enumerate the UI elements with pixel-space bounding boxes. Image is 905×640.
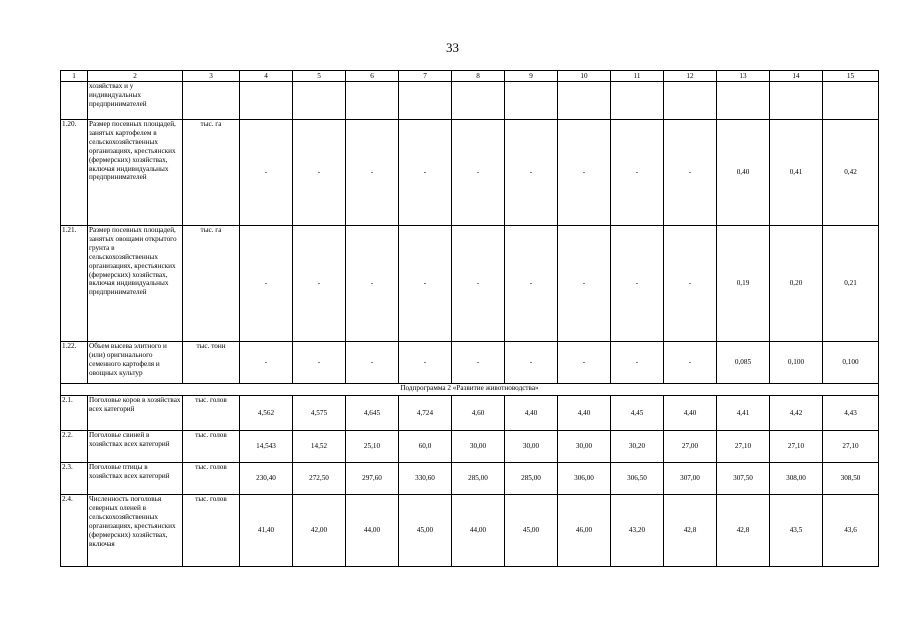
row-name: Размер посевных площадей, занятых картофелем в сельскохозяйственных организациях, крестьянских (фермерских) хозяйствах, включая индивидуальных предпринимателей	[88, 120, 183, 226]
value-cell: -	[664, 226, 717, 342]
value-cell: -	[399, 120, 452, 226]
value-cell: 42,00	[293, 495, 346, 567]
column-header: 5	[293, 71, 346, 82]
row-name: Поголовье свиней в хозяйствах всех категорий	[88, 431, 183, 463]
value-cell: -	[558, 226, 611, 342]
value-cell: 0,42	[823, 120, 879, 226]
value-cell: 0,19	[717, 226, 770, 342]
column-header: 13	[717, 71, 770, 82]
row-index: 1.22.	[61, 342, 88, 384]
row-name: хозяйствах и у индивидуальных предпринимателей	[88, 82, 183, 120]
row-name: Размер посевных площадей, занятых овощами открытого грунта в сельскохозяйственных организациях, крестьянских (фермерских) хозяйствах, включая индивидуальных предпринимателей	[88, 226, 183, 342]
value-cell: -	[293, 342, 346, 384]
value-cell: 30,00	[452, 431, 505, 463]
row-name: Численность поголовья северных оленей в сельскохозяйственных организациях, крестьянских (фермерских) хозяйствах, включая	[88, 495, 183, 567]
column-header: 1	[61, 71, 88, 82]
value-cell: 297,60	[346, 463, 399, 495]
value-cell: 14,543	[240, 431, 293, 463]
value-cell: 4,43	[823, 396, 879, 431]
value-cell: -	[505, 120, 558, 226]
value-cell: 14,52	[293, 431, 346, 463]
value-cell: 27,10	[823, 431, 879, 463]
column-header: 7	[399, 71, 452, 82]
row-index: 2.1.	[61, 396, 88, 431]
column-header: 10	[558, 71, 611, 82]
value-cell: 4,40	[558, 396, 611, 431]
value-cell: 27,00	[664, 431, 717, 463]
column-header: 6	[346, 71, 399, 82]
value-cell: -	[664, 342, 717, 384]
value-cell: 42,8	[664, 495, 717, 567]
column-header: 15	[823, 71, 879, 82]
value-cell: -	[399, 226, 452, 342]
subprogram-title: Подпрограмма 2 «Развитие животноводства»	[61, 384, 879, 396]
value-cell: -	[558, 342, 611, 384]
value-cell: 0,085	[717, 342, 770, 384]
value-cell: 285,00	[505, 463, 558, 495]
value-cell: -	[346, 226, 399, 342]
table-row	[61, 431, 879, 463]
value-cell: 0,100	[823, 342, 879, 384]
page-number: 33	[446, 40, 459, 55]
row-index: 2.2.	[61, 431, 88, 463]
value-cell: 0,41	[770, 120, 823, 226]
value-cell: 43,20	[611, 495, 664, 567]
value-cell: 4,40	[505, 396, 558, 431]
value-cell: 306,00	[558, 463, 611, 495]
value-cell: -	[240, 342, 293, 384]
value-cell: 44,00	[346, 495, 399, 567]
value-cell: 60,0	[399, 431, 452, 463]
value-cell: -	[452, 226, 505, 342]
value-cell: -	[611, 342, 664, 384]
value-cell: -	[558, 120, 611, 226]
value-cell: 4,60	[452, 396, 505, 431]
value-cell: 306,50	[611, 463, 664, 495]
value-cell: 4,645	[346, 396, 399, 431]
indicator-table	[60, 70, 879, 567]
column-header: 9	[505, 71, 558, 82]
value-cell: -	[346, 342, 399, 384]
value-cell: -	[399, 342, 452, 384]
row-unit: тыс. тонн	[183, 342, 240, 384]
value-cell: 45,00	[505, 495, 558, 567]
column-header: 11	[611, 71, 664, 82]
column-header: 8	[452, 71, 505, 82]
value-cell: 307,50	[717, 463, 770, 495]
row-unit: тыс. га	[183, 226, 240, 342]
row-index: 1.21.	[61, 226, 88, 342]
value-cell: -	[505, 342, 558, 384]
value-cell: 27,10	[717, 431, 770, 463]
value-cell: 43,6	[823, 495, 879, 567]
value-cell: -	[293, 120, 346, 226]
value-cell: 41,40	[240, 495, 293, 567]
value-cell: -	[611, 120, 664, 226]
row-unit: тыс. голов	[183, 495, 240, 567]
value-cell: 30,00	[558, 431, 611, 463]
value-cell: 30,20	[611, 431, 664, 463]
value-cell: 4,40	[664, 396, 717, 431]
row-name: Объем высева элитного и (или) оригинального семенного картофеля и овощных культур	[88, 342, 183, 384]
column-header: 3	[183, 71, 240, 82]
value-cell: 285,00	[452, 463, 505, 495]
table-row	[61, 120, 879, 226]
table-row	[61, 463, 879, 495]
value-cell: 0,21	[823, 226, 879, 342]
row-unit: тыс. га	[183, 120, 240, 226]
row-name: Поголовье коров в хозяйствах всех категорий	[88, 396, 183, 431]
table-row	[61, 495, 879, 567]
column-header: 2	[88, 71, 183, 82]
value-cell: 4,724	[399, 396, 452, 431]
value-cell: 4,575	[293, 396, 346, 431]
value-cell: -	[611, 226, 664, 342]
value-cell: 30,00	[505, 431, 558, 463]
value-cell: 272,50	[293, 463, 346, 495]
row-index: 2.4.	[61, 495, 88, 567]
value-cell: 4,562	[240, 396, 293, 431]
table-row	[61, 396, 879, 431]
column-header: 12	[664, 71, 717, 82]
value-cell: 0,100	[770, 342, 823, 384]
value-cell: 308,50	[823, 463, 879, 495]
column-header: 14	[770, 71, 823, 82]
value-cell: -	[346, 120, 399, 226]
value-cell: 4,41	[717, 396, 770, 431]
row-name: Поголовье птицы в хозяйствах всех категорий	[88, 463, 183, 495]
value-cell: 42,8	[717, 495, 770, 567]
value-cell: -	[240, 120, 293, 226]
row-unit: тыс. голов	[183, 463, 240, 495]
value-cell: 0,40	[717, 120, 770, 226]
row-unit: тыс. голов	[183, 396, 240, 431]
value-cell: 230,40	[240, 463, 293, 495]
value-cell: 25,10	[346, 431, 399, 463]
value-cell: 27,10	[770, 431, 823, 463]
value-cell: 46,00	[558, 495, 611, 567]
row-index: 1.20.	[61, 120, 88, 226]
row-unit: тыс. голов	[183, 431, 240, 463]
value-cell: -	[452, 342, 505, 384]
value-cell: 308,00	[770, 463, 823, 495]
column-header: 4	[240, 71, 293, 82]
table-row	[61, 82, 879, 120]
value-cell: -	[240, 226, 293, 342]
value-cell: -	[452, 120, 505, 226]
value-cell: 45,00	[399, 495, 452, 567]
subprogram-row	[61, 384, 879, 396]
value-cell: 307,00	[664, 463, 717, 495]
table-row	[61, 342, 879, 384]
table-row	[61, 226, 879, 342]
value-cell: 0,20	[770, 226, 823, 342]
value-cell: -	[293, 226, 346, 342]
value-cell: -	[505, 226, 558, 342]
value-cell: 4,45	[611, 396, 664, 431]
value-cell: 4,42	[770, 396, 823, 431]
value-cell: -	[664, 120, 717, 226]
value-cell: 43,5	[770, 495, 823, 567]
value-cell: 44,00	[452, 495, 505, 567]
row-index: 2.3.	[61, 463, 88, 495]
value-cell: 330,60	[399, 463, 452, 495]
header-row	[61, 71, 879, 82]
